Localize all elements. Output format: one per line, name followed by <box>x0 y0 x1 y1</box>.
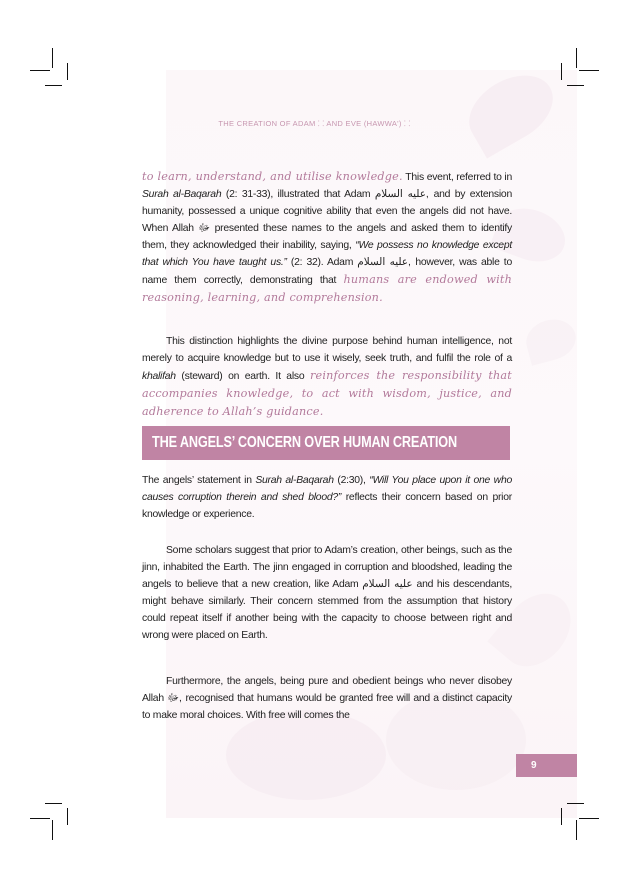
crop-mark <box>561 808 562 825</box>
crop-mark <box>45 803 62 804</box>
highlight-text: humans are endowed with reasoning, learning, and comprehension. <box>142 273 513 304</box>
body-text: (steward) on earth. It also <box>175 371 310 382</box>
section-heading <box>142 426 510 460</box>
floral-decoration <box>457 62 565 159</box>
body-text: (2: 32). Adam عليه السلام, however, was able to name them correctly, demonstrating that <box>142 257 512 286</box>
paragraph-3 <box>142 472 512 523</box>
crop-mark <box>561 63 562 80</box>
page-number <box>516 754 577 777</box>
italic-text: “Will You place upon it one who causes corruption therein and shed blood?” <box>142 475 512 503</box>
highlight-text: to learn, understand, and utilise knowledge. <box>142 170 403 183</box>
paragraph-2 <box>142 333 512 421</box>
floral-decoration <box>522 314 581 366</box>
crop-mark <box>567 803 584 804</box>
crop-mark <box>576 48 577 68</box>
body-text: reflects their concern based on prior knowledge or experience. <box>142 492 512 520</box>
crop-mark <box>52 48 53 68</box>
crop-mark <box>45 85 62 86</box>
crop-mark <box>30 818 50 819</box>
body-text: (2: 31-33), illustrated that Adam عليه السلام, and by extension humanity, possessed a unique cognitive ability that even the angels did not have. When Allah ﷻ presented these names to the angels and asked them to identify them, they acknowledged their inability, saying, <box>142 189 513 251</box>
crop-mark <box>576 820 577 840</box>
body-text: This event, referred to in <box>402 172 512 183</box>
body-text: Some scholars suggest that prior to Adam’s creation, other beings, such as the jinn, inhabited the Earth. The jinn engaged in corruption and bloodshed, leading the angels to believe that a new creation, like Adam عليه السلام and his descendants, might behave similarly. Their concern stemmed from the assumption that history could repeat itself if another being with the capacity to choose between right and wrong were placed on Earth. <box>142 545 512 641</box>
crop-mark <box>67 63 68 80</box>
italic-text: Surah al-Baqarah <box>255 475 334 486</box>
body-text: (2:30), <box>333 475 370 486</box>
crop-mark <box>579 70 599 71</box>
italic-text: “We possess no knowledge except that which You have taught us.” <box>142 240 512 268</box>
crop-mark <box>567 85 584 86</box>
body-text: This distinction highlights the divine purpose behind human intelligence, not merely to acquire knowledge but to use it wisely, seek truth, and fulfil the role of a <box>142 336 512 364</box>
italic-text: Surah al-Baqarah <box>142 189 222 200</box>
paragraph-5 <box>142 673 512 724</box>
body-text: Furthermore, the angels, being pure and obedient beings who never disobey Allah ﷻ, recognised that humans would be granted free will and a distinct capacity to make moral choices. With free will comes the <box>142 676 512 721</box>
highlight-text: reinforces the responsibility that accompanies knowledge, to act with wisdom, justice, and adherence to Allah’s guidance. <box>142 369 512 418</box>
page-number-text: 9 <box>531 760 537 771</box>
paragraph-1 <box>142 168 512 307</box>
paragraph-4 <box>142 542 512 644</box>
running-head: THE CREATION OF ADAM ⸬ AND EVE (HAWWA') ⸬ <box>218 119 411 128</box>
section-heading-text: THE ANGELS’ CONCERN OVER HUMAN CREATION <box>152 434 458 451</box>
crop-mark <box>30 70 50 71</box>
crop-mark <box>67 808 68 825</box>
crop-mark <box>52 820 53 840</box>
crop-mark <box>579 818 599 819</box>
italic-text: khalifah <box>142 371 176 382</box>
body-text: The angels’ statement in <box>142 475 256 486</box>
